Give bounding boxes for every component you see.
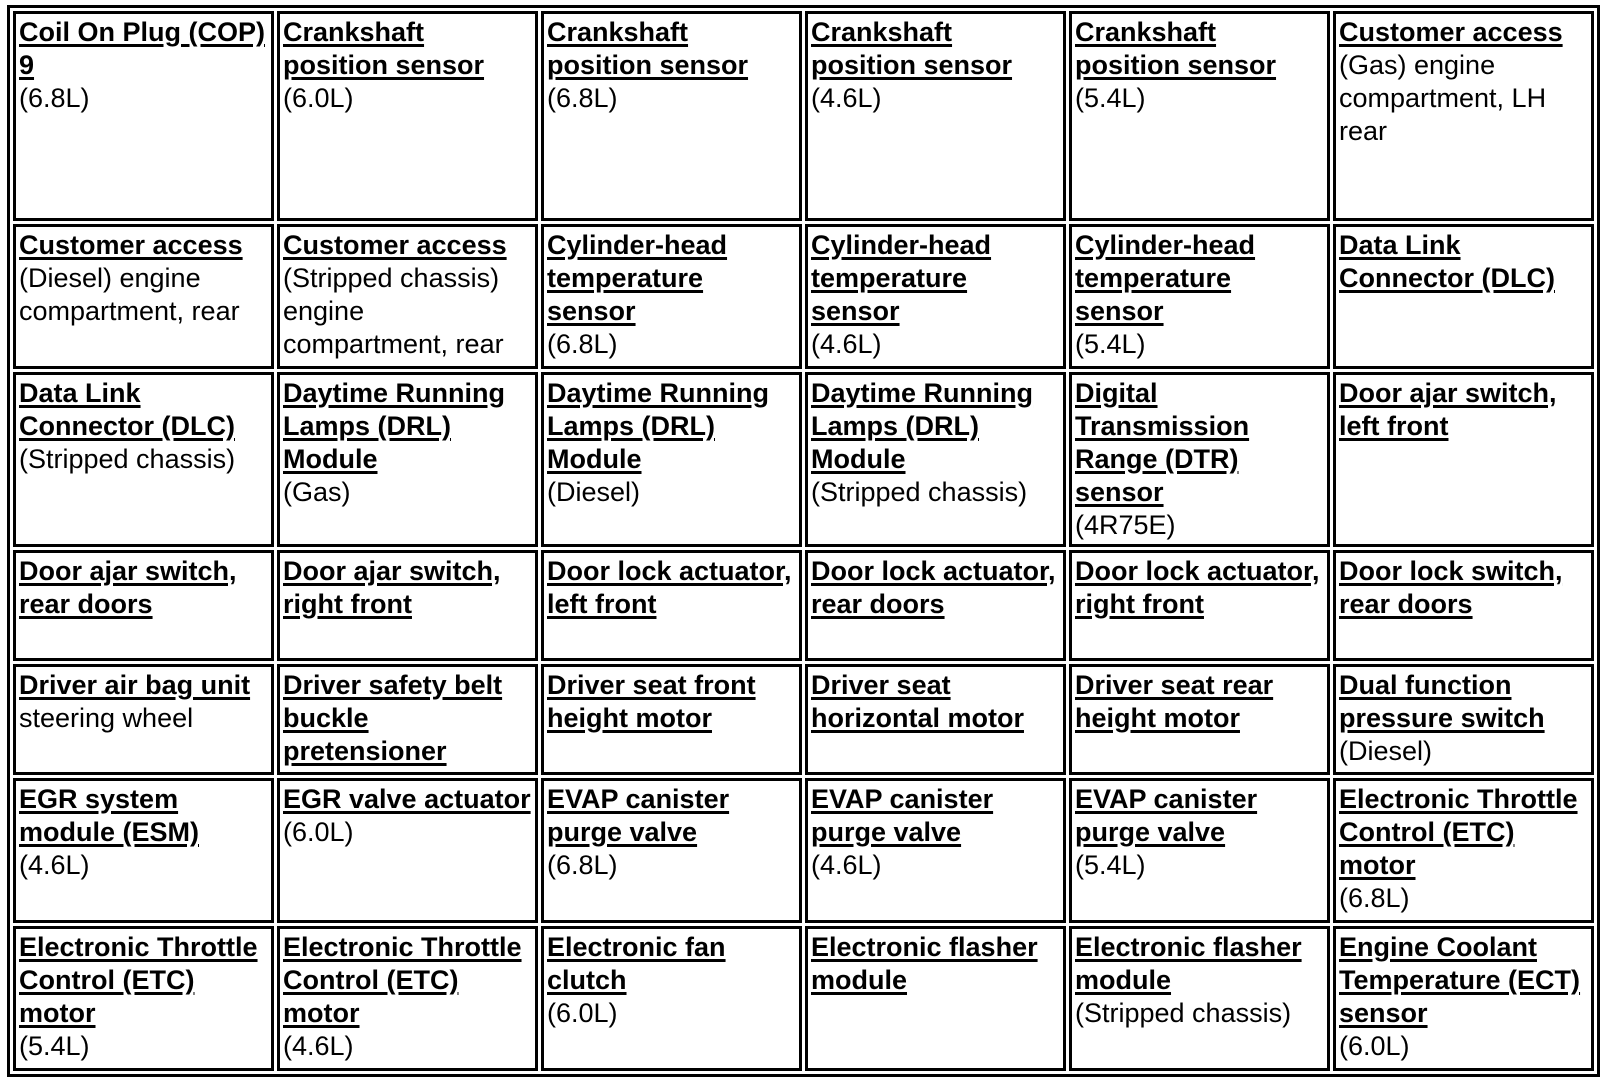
component-location: (6.8L) bbox=[1339, 883, 1410, 913]
table-cell bbox=[805, 664, 1066, 775]
component-location: (6.0L) bbox=[283, 817, 354, 847]
table-cell bbox=[1333, 664, 1594, 775]
component-link[interactable]: Door ajar switch, rear doors bbox=[19, 556, 237, 619]
component-link[interactable]: Data Link Connector (DLC) bbox=[19, 378, 235, 441]
component-link[interactable]: Driver air bag unit bbox=[19, 670, 251, 700]
table-cell bbox=[805, 778, 1066, 923]
table-cell bbox=[1333, 372, 1594, 547]
table-row bbox=[13, 550, 1594, 661]
component-location: (4.6L) bbox=[811, 83, 882, 113]
table-cell bbox=[13, 550, 274, 661]
component-link[interactable]: Driver seat front height motor bbox=[547, 670, 756, 733]
component-link[interactable]: Cylinder-head temperature sensor bbox=[1075, 230, 1256, 326]
table-cell bbox=[1333, 550, 1594, 661]
component-link[interactable]: EGR valve actuator bbox=[283, 784, 531, 814]
table-cell bbox=[13, 224, 274, 369]
component-location: (Stripped chassis) bbox=[1075, 998, 1292, 1028]
component-link[interactable]: Crankshaft position sensor bbox=[1075, 17, 1277, 80]
table-cell bbox=[1333, 224, 1594, 369]
component-link[interactable]: Electronic flasher module bbox=[811, 932, 1038, 995]
table-cell bbox=[277, 224, 538, 369]
component-link[interactable]: Crankshaft position sensor bbox=[283, 17, 485, 80]
component-link[interactable]: Engine Coolant Temperature (ECT) sensor bbox=[1339, 932, 1581, 1028]
component-link[interactable]: Crankshaft position sensor bbox=[811, 17, 1013, 80]
table-cell bbox=[1333, 778, 1594, 923]
table-cell bbox=[1333, 11, 1594, 221]
component-location: steering wheel bbox=[19, 703, 194, 733]
table-cell bbox=[1069, 550, 1330, 661]
table-cell bbox=[805, 372, 1066, 547]
component-location: (5.4L) bbox=[19, 1031, 90, 1061]
table-row bbox=[13, 778, 1594, 923]
table-row bbox=[13, 664, 1594, 775]
table-cell bbox=[541, 778, 802, 923]
component-link[interactable]: Door lock actuator, rear doors bbox=[811, 556, 1056, 619]
component-location: (4R75E) bbox=[1075, 510, 1176, 540]
table-cell bbox=[277, 11, 538, 221]
component-link[interactable]: Electronic fan clutch bbox=[547, 932, 726, 995]
component-index-table bbox=[7, 5, 1600, 1077]
component-link[interactable]: Driver safety belt buckle pretensioner bbox=[283, 670, 503, 766]
table-cell bbox=[541, 11, 802, 221]
component-link[interactable]: EVAP canister purge valve bbox=[811, 784, 994, 847]
component-location: (Diesel) bbox=[547, 477, 641, 507]
component-location: (4.6L) bbox=[811, 329, 882, 359]
component-link[interactable]: EGR system module (ESM) bbox=[19, 784, 199, 847]
component-link[interactable]: Driver seat rear height motor bbox=[1075, 670, 1274, 733]
component-location: (Stripped chassis) bbox=[811, 477, 1028, 507]
component-link[interactable]: Crankshaft position sensor bbox=[547, 17, 749, 80]
table-cell bbox=[277, 664, 538, 775]
table-cell bbox=[277, 778, 538, 923]
table-cell bbox=[277, 550, 538, 661]
component-location: (Gas) engine compartment, LH rear bbox=[1339, 50, 1547, 146]
table-cell bbox=[1069, 372, 1330, 547]
table-cell bbox=[277, 372, 538, 547]
component-location: (5.4L) bbox=[1075, 83, 1146, 113]
component-link[interactable]: Daytime Running Lamps (DRL) Module bbox=[547, 378, 770, 474]
table-cell bbox=[805, 224, 1066, 369]
component-link[interactable]: Door ajar switch, left front bbox=[1339, 378, 1557, 441]
table-cell bbox=[541, 664, 802, 775]
table-cell bbox=[805, 11, 1066, 221]
table-cell bbox=[1333, 926, 1594, 1071]
table-cell bbox=[541, 926, 802, 1071]
component-location: (5.4L) bbox=[1075, 329, 1146, 359]
component-location: (6.8L) bbox=[547, 850, 618, 880]
table-row bbox=[13, 372, 1594, 547]
component-link[interactable]: Electronic flasher module bbox=[1075, 932, 1302, 995]
component-location: (4.6L) bbox=[283, 1031, 354, 1061]
component-link[interactable]: Daytime Running Lamps (DRL) Module bbox=[283, 378, 506, 474]
component-link[interactable]: Door lock switch, rear doors bbox=[1339, 556, 1563, 619]
table-cell bbox=[13, 778, 274, 923]
component-location: (Diesel) engine compartment, rear bbox=[19, 263, 240, 326]
table-cell bbox=[1069, 11, 1330, 221]
table-cell bbox=[805, 926, 1066, 1071]
table-cell bbox=[541, 372, 802, 547]
component-link[interactable]: EVAP canister purge valve bbox=[547, 784, 730, 847]
table-cell bbox=[541, 224, 802, 369]
component-location: (6.0L) bbox=[1339, 1031, 1410, 1061]
component-location: (6.8L) bbox=[547, 83, 618, 113]
component-link[interactable]: Door ajar switch, right front bbox=[283, 556, 501, 619]
table-cell bbox=[1069, 664, 1330, 775]
component-link[interactable]: Customer access bbox=[19, 230, 243, 260]
table-cell bbox=[805, 550, 1066, 661]
component-location: (6.8L) bbox=[547, 329, 618, 359]
component-location: (4.6L) bbox=[811, 850, 882, 880]
component-link[interactable]: Dual function pressure switch bbox=[1339, 670, 1545, 733]
table-cell bbox=[13, 11, 274, 221]
component-location: (6.0L) bbox=[283, 83, 354, 113]
component-location: (Gas) bbox=[283, 477, 351, 507]
table-cell bbox=[1069, 778, 1330, 923]
component-link[interactable]: Cylinder-head temperature sensor bbox=[811, 230, 992, 326]
component-link[interactable]: Driver seat horizontal motor bbox=[811, 670, 1024, 733]
table-cell bbox=[541, 550, 802, 661]
component-location: (4.6L) bbox=[19, 850, 90, 880]
component-location: (5.4L) bbox=[1075, 850, 1146, 880]
table-cell bbox=[277, 926, 538, 1071]
table-cell bbox=[1069, 224, 1330, 369]
component-location: (Stripped chassis) bbox=[19, 444, 236, 474]
component-link[interactable]: Electronic Throttle Control (ETC) motor bbox=[1339, 784, 1578, 880]
component-link[interactable]: Customer access bbox=[1339, 17, 1563, 47]
table-cell bbox=[13, 926, 274, 1071]
component-location: (6.0L) bbox=[547, 998, 618, 1028]
component-location: (Stripped chassis) engine compartment, rear bbox=[283, 263, 504, 359]
table-cell bbox=[13, 664, 274, 775]
component-link[interactable]: Door lock actuator, right front bbox=[1075, 556, 1320, 619]
component-link[interactable]: Electronic Throttle Control (ETC) motor bbox=[19, 932, 258, 1028]
component-link[interactable]: Digital Transmission Range (DTR) sensor bbox=[1075, 378, 1250, 507]
component-link[interactable]: Data Link Connector (DLC) bbox=[1339, 230, 1555, 293]
component-location: (6.8L) bbox=[19, 83, 90, 113]
component-link[interactable]: Door lock actuator, left front bbox=[547, 556, 792, 619]
table-cell bbox=[13, 372, 274, 547]
component-link[interactable]: Customer access bbox=[283, 230, 507, 260]
component-link[interactable]: EVAP canister purge valve bbox=[1075, 784, 1258, 847]
table-row bbox=[13, 926, 1594, 1071]
table-row bbox=[13, 224, 1594, 369]
component-location: (Diesel) bbox=[1339, 736, 1433, 766]
table-cell bbox=[1069, 926, 1330, 1071]
component-link[interactable]: Cylinder-head temperature sensor bbox=[547, 230, 728, 326]
component-link[interactable]: Electronic Throttle Control (ETC) motor bbox=[283, 932, 522, 1028]
table-row bbox=[13, 11, 1594, 221]
component-link[interactable]: Daytime Running Lamps (DRL) Module bbox=[811, 378, 1034, 474]
component-link[interactable]: Coil On Plug (COP) 9 bbox=[19, 17, 265, 80]
